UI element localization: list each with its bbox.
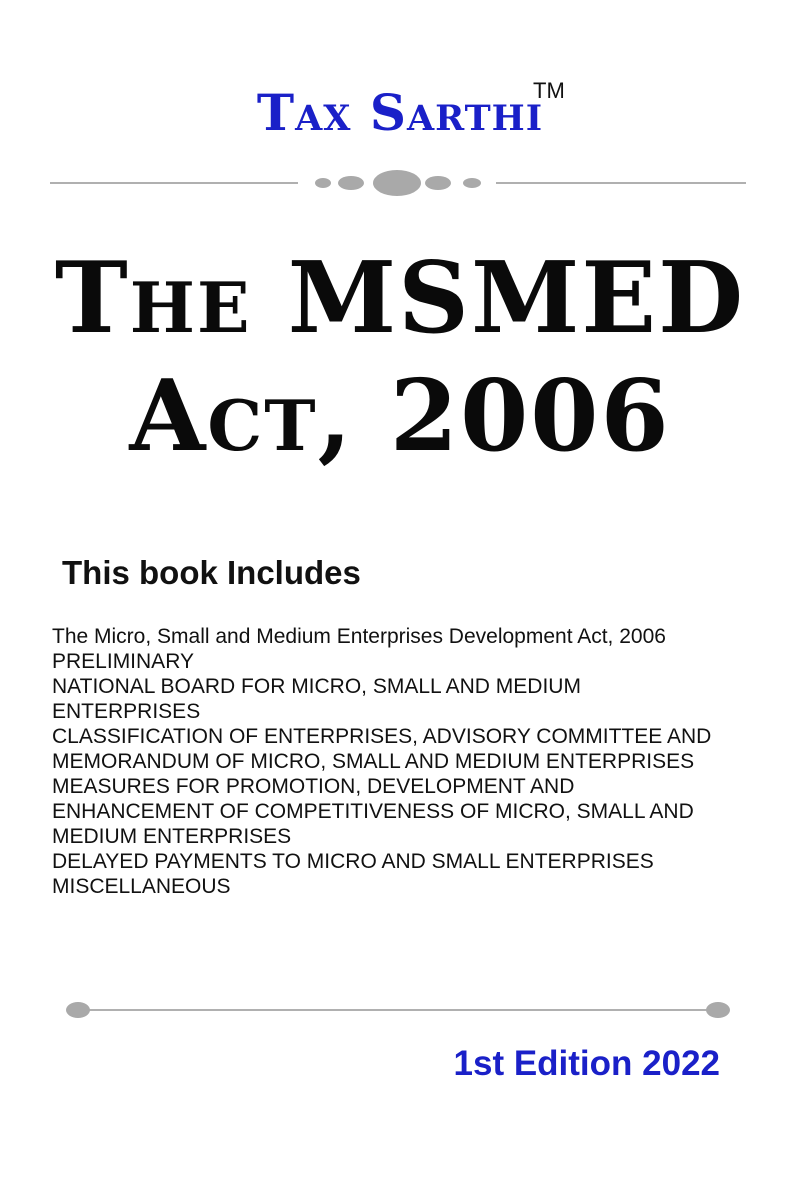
list-item: MEMORANDUM OF MICRO, SMALL AND MEDIUM ENTERPRISES — [52, 750, 695, 773]
book-title-line-1: The MSMED — [54, 241, 746, 356]
includes-heading: This book Includes — [62, 554, 361, 591]
list-item: ENTERPRISES — [52, 700, 201, 723]
edition-label: 1st Edition 2022 — [453, 1044, 720, 1083]
publisher-brand: Tax Sarthi — [256, 83, 544, 142]
list-item: DELAYED PAYMENTS TO MICRO AND SMALL ENTERPRISES — [52, 850, 654, 873]
bottom-divider — [0, 998, 800, 1022]
list-item: MISCELLANEOUS — [52, 875, 231, 898]
list-item: ENHANCEMENT OF COMPETITIVENESS OF MICRO, SMALL AND — [52, 800, 694, 823]
book-title-line-2: Act, 2006 — [129, 359, 671, 474]
list-item: CLASSIFICATION OF ENTERPRISES, ADVISORY COMMITTEE AND — [52, 725, 712, 748]
contents-list — [52, 624, 752, 899]
list-item: MEDIUM ENTERPRISES — [52, 825, 292, 848]
list-item: MEASURES FOR PROMOTION, DEVELOPMENT AND — [52, 775, 575, 798]
list-item: NATIONAL BOARD FOR MICRO, SMALL AND MEDIUM — [52, 675, 581, 698]
top-ornament-divider — [0, 168, 800, 198]
trademark-symbol: TM — [533, 78, 565, 103]
list-item: PRELIMINARY — [52, 650, 194, 673]
list-item: The Micro, Small and Medium Enterprises Development Act, 2006 — [52, 625, 666, 648]
